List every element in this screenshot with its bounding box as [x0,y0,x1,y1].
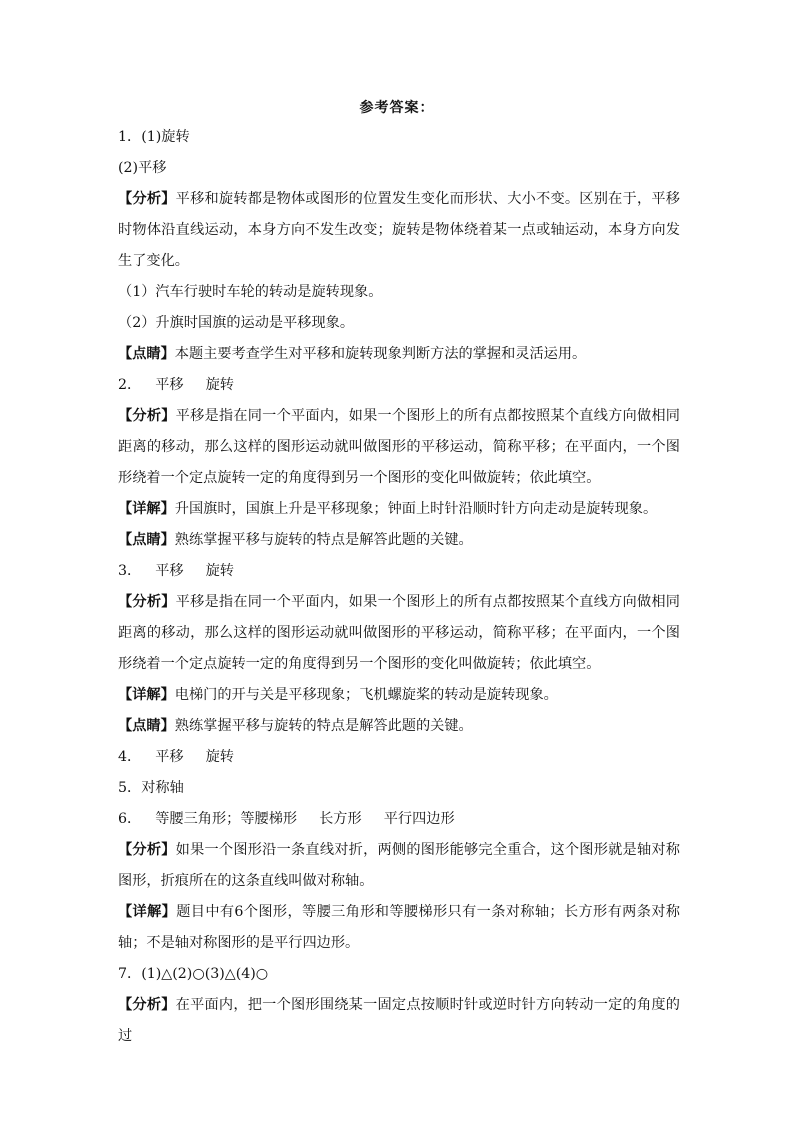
comment-tag: 【点睛】 [118,346,175,362]
answer-3-blank-1: 平移 [155,563,184,579]
analysis-text: 平移是指在同一个平面内，如果一个图形上的所有点都按照某个直线方向做相同距离的移动，那么这样的图形运动就叫做图形的平移运动，简称平移；在平面内，一个图形绕着一个定点旋转一定的角度得到另一个图形的变化叫做旋转；依此填空。 [118,594,680,672]
answer-4-blank-1: 平移 [155,749,184,765]
answer-6-blank-2: 长方形 [319,811,362,827]
comment-text: 本题主要考查学生对平移和旋转现象判断方法的掌握和灵活运用。 [174,346,587,362]
comment-text: 熟练掌握平移与旋转的特点是解答此题的关键。 [174,532,473,548]
answer-6-solution [118,897,680,959]
analysis-tag: 【分析】 [118,408,176,424]
answer-1-detail-2: （2）升旗时国旗的运动是平移现象。 [118,315,355,331]
analysis-tag: 【分析】 [118,191,176,207]
solution-tag: 【详解】 [118,501,175,517]
analysis-text: 如果一个图形沿一条直线对折，两侧的图形能够完全重合，这个图形就是轴对称图形，折痕所在的这条直线叫做对称轴。 [118,842,680,889]
page-title: 参考答案： [359,100,435,116]
analysis-text: 在平面内，把一个图形围绕某一固定点按顺时针或逆时针方向转动一定的角度的过 [118,997,680,1044]
solution-tag: 【详解】 [118,687,175,703]
answer-6-blank-1: 等腰三角形；等腰梯形 [155,811,298,827]
solution-tag: 【详解】 [118,904,177,920]
answer-1-analysis [118,184,680,277]
answer-3-line [118,556,680,587]
answer-5-line: 5．对称轴 [118,780,184,796]
answer-3-comment [118,711,680,742]
answer-7-line: 7．(1)△(2)○(3)△(4)○ [118,966,269,982]
answer-1-detail-1: （1）汽车行驶时车轮的转动是旋转现象。 [118,284,383,300]
solution-text: 题目中有6个图形，等腰三角形和等腰梯形只有一条对称轴；长方形有两条对称轴；不是轴对称图形的是平行四边形。 [118,904,680,951]
answer-2-analysis [118,401,680,494]
answer-1-comment [118,339,680,370]
answer-7-analysis [118,990,680,1052]
answer-2-blank-1: 平移 [155,377,184,393]
answer-3-blank-2: 旋转 [205,563,234,579]
analysis-text: 平移是指在同一个平面内，如果一个图形上的所有点都按照某个直线方向做相同距离的移动，那么这样的图形运动就叫做图形的平移运动，简称平移；在平面内，一个图形绕着一个定点旋转一定的角度得到另一个图形的变化叫做旋转；依此填空。 [118,408,680,486]
answer-6-analysis [118,835,680,897]
answer-6-blank-3: 平行四边形 [383,811,455,827]
answer-2-comment [118,525,680,556]
solution-text: 升国旗时，国旗上升是平移现象；钟面上时针沿顺时针方向走动是旋转现象。 [174,501,658,517]
answer-1-line-1: 1．(1)旋转 [118,129,190,145]
analysis-tag: 【分析】 [118,594,176,610]
answer-2-blank-2: 旋转 [205,377,234,393]
answer-3-analysis [118,587,680,680]
solution-text: 电梯门的开与关是平移现象；飞机螺旋桨的转动是旋转现象。 [174,687,558,703]
comment-tag: 【点睛】 [118,718,175,734]
answer-6-number: 6． [118,811,142,827]
answer-4-blank-2: 旋转 [205,749,234,765]
comment-tag: 【点睛】 [118,532,175,548]
answer-4-line [118,742,680,773]
analysis-tag: 【分析】 [118,842,176,858]
answer-3-number: 3． [118,563,142,579]
comment-text: 熟练掌握平移与旋转的特点是解答此题的关键。 [174,718,473,734]
answer-content [118,122,680,1052]
answer-6-line [118,804,680,835]
answer-2-solution [118,494,680,525]
answer-2-line [118,370,680,401]
answer-4-number: 4． [118,749,142,765]
answer-1-line-2: (2)平移 [118,160,167,176]
analysis-tag: 【分析】 [118,997,176,1013]
answer-3-solution [118,680,680,711]
answer-2-number: 2． [118,377,142,393]
analysis-text: 平移和旋转都是物体或图形的位置发生变化而形状、大小不变。区别在于，平移时物体沿直线运动，本身方向不发生改变；旋转是物体绕着某一点或轴运动，本身方向发生了变化。 [118,191,680,269]
